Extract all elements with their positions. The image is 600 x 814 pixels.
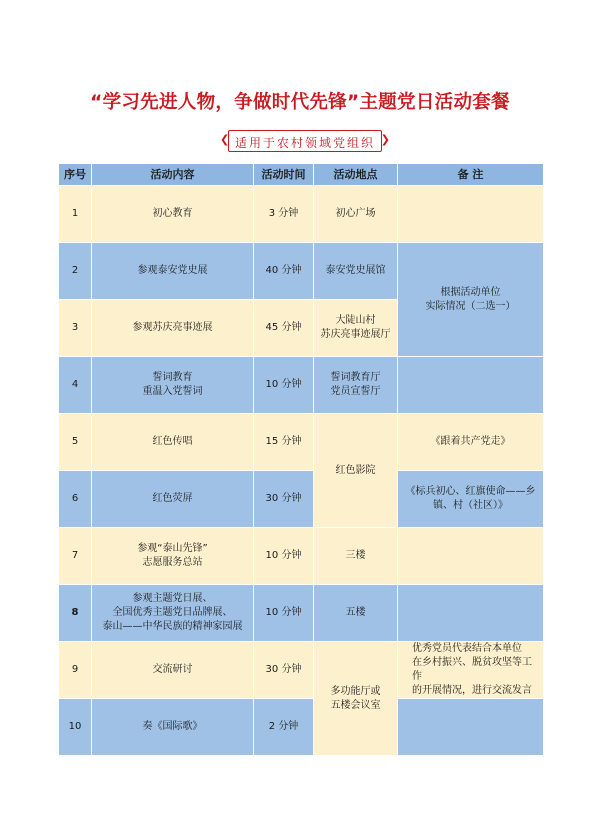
table-row <box>59 471 544 528</box>
activity-time: 45 分钟 <box>254 300 314 357</box>
activity-place-merged <box>314 642 398 756</box>
content-line: 红色荧屏 <box>152 493 193 504</box>
activity-place <box>314 585 398 642</box>
activity-time: 10 分钟 <box>254 585 314 642</box>
content-line: 交流研讨 <box>152 664 193 675</box>
note-line: 优秀党员代表结合本单位 <box>412 643 522 654</box>
row-number: 7 <box>59 528 92 585</box>
content-line: 重温入党誓词 <box>142 386 203 397</box>
table-header-row <box>59 164 544 186</box>
header-content: 活动内容 <box>92 164 254 186</box>
content-line: 全国优秀主题党日品牌展、 <box>112 607 233 618</box>
row-number: 1 <box>59 186 92 243</box>
content-line: 誓词教育 <box>152 372 193 383</box>
activity-time: 10 分钟 <box>254 357 314 414</box>
note-cell <box>398 699 544 756</box>
activity-place <box>314 186 398 243</box>
place-line: 多功能厅或 <box>330 685 381 697</box>
content-line: 泰山——中华民族的精神家园展 <box>102 621 243 632</box>
row-number: 8 <box>59 585 92 642</box>
ornament-left-icon: ❮ <box>220 133 230 146</box>
note-line: 的开展情况，进行交流发言 <box>412 685 532 696</box>
row-number: 6 <box>59 471 92 528</box>
activity-time: 15 分钟 <box>254 414 314 471</box>
note-cell-merged <box>398 243 544 357</box>
note-cell <box>398 186 544 243</box>
activity-content <box>92 699 254 756</box>
activity-time: 30 分钟 <box>254 471 314 528</box>
note-line: 镇、村（社区）》 <box>433 500 508 511</box>
activity-place <box>314 300 398 357</box>
activity-content <box>92 642 254 699</box>
place-line: 泰安党史展馆 <box>325 265 386 276</box>
header-no: 序号 <box>59 164 92 186</box>
header-time: 活动时间 <box>254 164 314 186</box>
note-cell <box>398 642 544 699</box>
content-line: 参观泰安党史展 <box>137 265 208 276</box>
activity-content <box>92 585 254 642</box>
ornament-right-icon: ❯ <box>380 133 390 146</box>
header-note: 备 注 <box>398 164 544 186</box>
place-line: 党员宣誓厅 <box>330 386 381 397</box>
note-cell <box>398 471 544 528</box>
place-line: 大陡山村 <box>335 315 376 326</box>
activity-content <box>92 243 254 300</box>
row-number: 9 <box>59 642 92 699</box>
place-line: 五楼会议室 <box>330 699 381 711</box>
activity-table <box>58 163 544 756</box>
activity-content <box>92 186 254 243</box>
table-row <box>59 243 544 300</box>
table-row <box>59 699 544 756</box>
activity-content <box>92 357 254 414</box>
activity-place <box>314 357 398 414</box>
activity-time: 3 分钟 <box>254 186 314 243</box>
content-line: 参观“泰山先锋” <box>137 543 208 554</box>
content-line: 参观主题党日展、 <box>132 593 213 604</box>
activity-time: 10 分钟 <box>254 528 314 585</box>
place-line: 苏庆亮事迹展厅 <box>320 329 391 340</box>
content-line: 红色传唱 <box>152 436 193 447</box>
activity-place <box>314 243 398 300</box>
content-line: 奏《国际歌》 <box>142 721 203 732</box>
note-line: 实际情况（二选一） <box>425 300 516 312</box>
table-row <box>59 414 544 471</box>
activity-place-merged: 红色影院 <box>314 414 398 528</box>
row-number: 4 <box>59 357 92 414</box>
note-line: 根据活动单位 <box>440 286 501 298</box>
activity-time: 2 分钟 <box>254 699 314 756</box>
note-line: 在乡村振兴、脱贫攻坚等工作 <box>412 657 532 682</box>
table-row <box>59 642 544 699</box>
activity-time: 30 分钟 <box>254 642 314 699</box>
activity-content <box>92 471 254 528</box>
row-number: 10 <box>59 699 92 756</box>
table-row <box>59 186 544 243</box>
place-line: 初心广场 <box>335 208 376 219</box>
content-line: 志愿服务总站 <box>142 557 203 568</box>
row-number: 3 <box>59 300 92 357</box>
row-number: 5 <box>59 414 92 471</box>
note-cell <box>398 357 544 414</box>
activity-time: 40 分钟 <box>254 243 314 300</box>
note-line: 《标兵初心、红旗使命——乡 <box>405 486 536 497</box>
page-title: “学习先进人物，争做时代先锋”主题党日活动套餐 <box>90 92 510 113</box>
subtitle: 适用于农村领域党组织 <box>234 136 375 150</box>
note-cell <box>398 585 544 642</box>
note-cell <box>398 528 544 585</box>
content-line: 参观苏庆亮事迹展 <box>132 322 213 333</box>
activity-content <box>92 300 254 357</box>
place-line: 三楼 <box>345 550 366 561</box>
header-place: 活动地点 <box>314 164 398 186</box>
table-row <box>59 585 544 642</box>
activity-content <box>92 414 254 471</box>
note-cell: 《跟着共产党走》 <box>398 414 544 471</box>
table-row <box>59 357 544 414</box>
table-row <box>59 528 544 585</box>
subtitle-banner <box>222 128 388 154</box>
content-line: 初心教育 <box>152 208 193 219</box>
place-line: 誓词教育厅 <box>330 372 381 383</box>
row-number: 2 <box>59 243 92 300</box>
place-line: 五楼 <box>345 607 366 618</box>
activity-content <box>92 528 254 585</box>
activity-place <box>314 528 398 585</box>
